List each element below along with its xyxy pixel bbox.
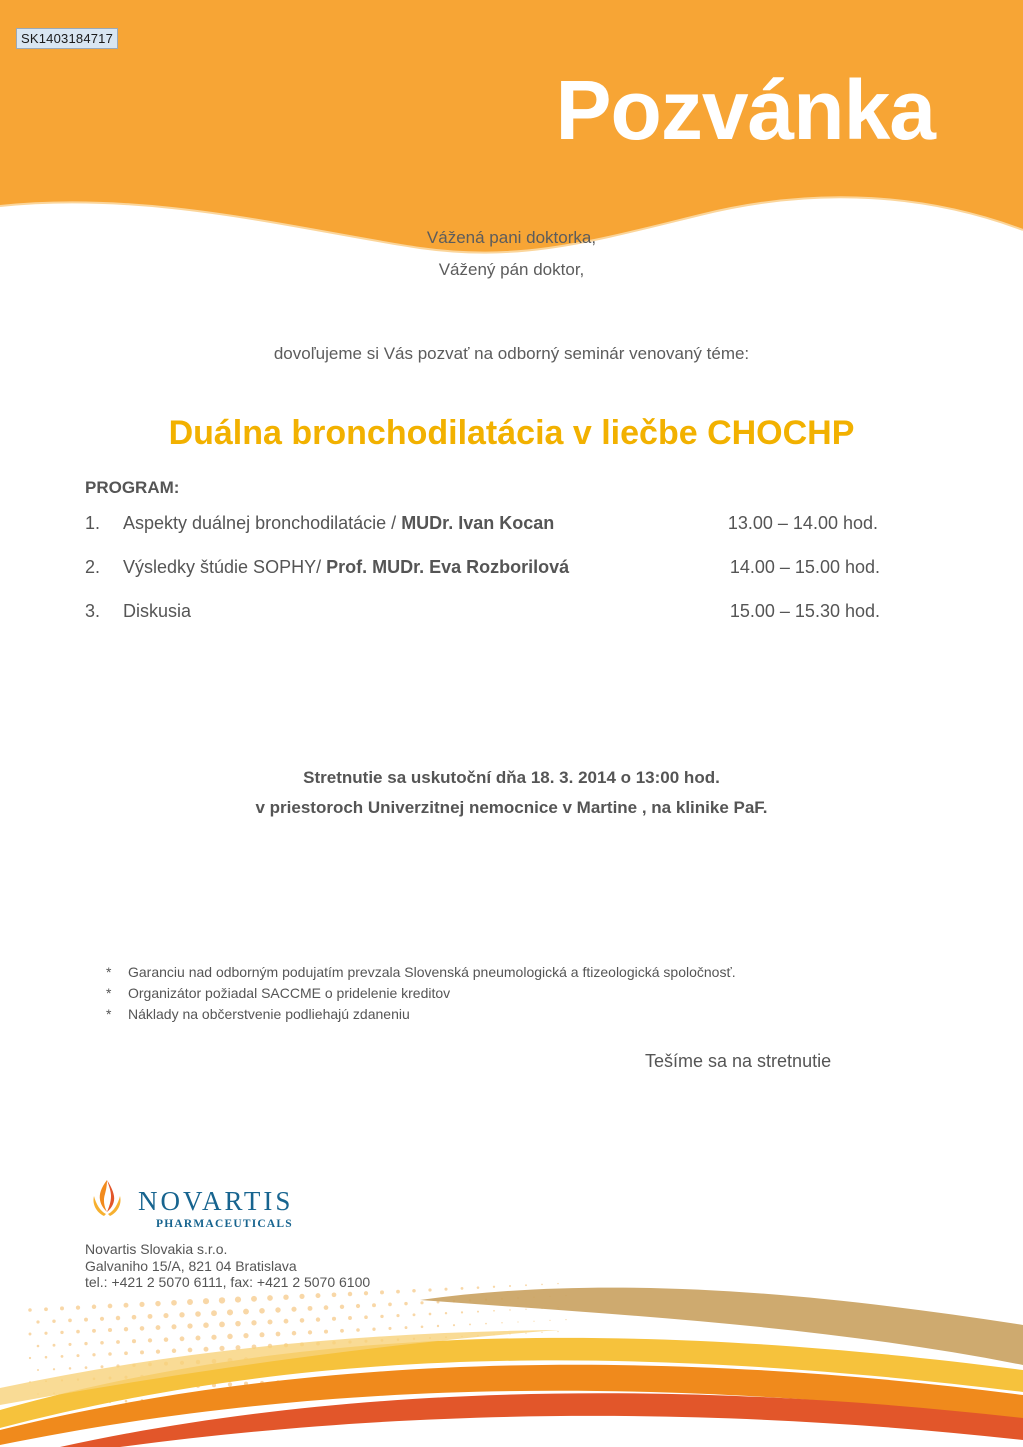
decor-dot	[204, 1347, 209, 1352]
decor-dot	[509, 1309, 510, 1310]
decor-dot	[37, 1345, 40, 1348]
decor-dot	[211, 1310, 217, 1316]
decor-dot	[405, 1326, 408, 1329]
decor-dot	[533, 1321, 534, 1322]
decor-dot	[219, 1346, 224, 1351]
decor-dot	[76, 1305, 80, 1309]
notes-list	[106, 962, 736, 1025]
meeting-place-line: v priestoroch Univerzitnej nemocnice v Martine , na klinike PaF.	[255, 798, 768, 817]
decor-dot	[61, 1355, 64, 1358]
salutation-line-2: Vážený pán doktor,	[438, 260, 585, 279]
decor-dot	[525, 1309, 526, 1310]
decor-dot	[37, 1369, 39, 1371]
note-item: * Náklady na občerstvenie podliehajú zdaneniu	[106, 1006, 410, 1022]
decor-dot	[276, 1332, 281, 1337]
decor-dot	[388, 1327, 391, 1330]
decor-dot	[203, 1298, 209, 1304]
decor-dot	[125, 1400, 128, 1403]
decor-dot	[195, 1311, 201, 1317]
decor-dot	[388, 1303, 392, 1307]
decor-dot	[267, 1319, 272, 1324]
decor-dot	[356, 1304, 360, 1308]
program-item-speaker: Prof. MUDr. Eva Rozborilová	[326, 557, 570, 577]
decor-dot	[195, 1335, 200, 1340]
decor-dot	[124, 1351, 128, 1355]
decor-dot	[332, 1292, 337, 1297]
decor-dot	[148, 1314, 153, 1319]
page-title: Pozvánka	[555, 63, 935, 157]
decor-dot	[156, 1325, 161, 1330]
program-item-time: 14.00 – 15.00 hod.	[729, 557, 880, 577]
decor-dot	[60, 1331, 63, 1334]
flame-logo-icon	[90, 1178, 124, 1218]
decor-dot	[227, 1334, 233, 1340]
decor-dot	[171, 1300, 177, 1306]
decor-dot	[108, 1304, 113, 1309]
decor-dot	[284, 1319, 289, 1324]
decor-dot	[348, 1292, 352, 1296]
decor-dot	[283, 1294, 288, 1299]
seminar-topic: Duálna bronchodilatácia v liečbe CHOCHP	[168, 414, 855, 452]
decor-dot	[348, 1316, 352, 1320]
decor-dot	[29, 1357, 31, 1359]
program-item-text: Diskusia	[123, 601, 192, 621]
decor-dot	[188, 1348, 193, 1353]
decor-dot	[28, 1308, 32, 1312]
decor-dot	[243, 1309, 249, 1315]
decor-dot	[84, 1342, 87, 1345]
decor-dot	[235, 1321, 241, 1327]
decor-dot	[380, 1315, 383, 1318]
decor-dot	[501, 1322, 502, 1323]
decor-dot	[461, 1287, 464, 1290]
decor-dot	[413, 1313, 416, 1316]
decor-dot	[525, 1284, 527, 1286]
decor-dot	[148, 1338, 152, 1342]
decor-dot	[299, 1294, 304, 1299]
program-item-time: 13.00 – 14.00 hod.	[727, 513, 878, 533]
intro-text: dovoľujeme si Vás pozvať na odborný seminár venovaný téme:	[273, 344, 750, 363]
footer-swoosh-decoration	[0, 1270, 1023, 1447]
decor-dot	[44, 1332, 47, 1335]
novartis-logo	[90, 1178, 300, 1234]
decor-dot	[412, 1289, 416, 1293]
decor-dot	[155, 1301, 160, 1306]
decor-dot	[316, 1317, 320, 1321]
decor-dot	[163, 1313, 168, 1318]
decor-dot	[92, 1305, 96, 1309]
decor-dot	[445, 1312, 447, 1314]
program-item-number: 2.	[85, 557, 101, 577]
decor-dot	[179, 1312, 184, 1317]
decor-dot	[340, 1305, 344, 1309]
decor-dot	[267, 1295, 273, 1301]
decor-dot	[45, 1356, 48, 1359]
decor-dot	[275, 1307, 280, 1312]
decor-dot	[372, 1303, 376, 1307]
decor-dot	[108, 1352, 112, 1356]
decor-dot	[180, 1336, 185, 1341]
decor-dot	[565, 1319, 566, 1320]
decor-dot	[493, 1310, 495, 1312]
decor-dot	[380, 1290, 384, 1294]
decor-dot	[364, 1315, 368, 1319]
decor-dot	[92, 1329, 96, 1333]
decor-dot	[477, 1311, 479, 1313]
decor-dot	[396, 1290, 400, 1294]
decor-dot	[461, 1311, 463, 1313]
decor-dot	[259, 1332, 264, 1337]
decor-dot	[485, 1323, 487, 1325]
note-item: * Organizátor požiadal SACCME o pridelenie kreditov	[106, 985, 451, 1001]
decor-dot	[124, 1303, 129, 1308]
decor-dot	[332, 1317, 336, 1321]
decor-dot	[132, 1315, 137, 1320]
program-item	[85, 513, 880, 539]
decor-dot	[124, 1327, 128, 1331]
program-item-number: 1.	[85, 513, 101, 533]
decor-dot	[372, 1328, 375, 1331]
decor-dot	[140, 1350, 144, 1354]
decor-dot	[69, 1367, 72, 1370]
decor-dot	[291, 1307, 296, 1312]
salutation-line-1: Vážená pani doktorka,	[426, 228, 597, 247]
decor-dot	[541, 1332, 542, 1333]
decor-dot	[308, 1306, 313, 1311]
decor-dot	[340, 1329, 344, 1333]
program-item	[85, 557, 880, 583]
program-item-speaker: MUDr. Ivan Kocan	[401, 513, 555, 533]
decor-dot	[493, 1286, 495, 1288]
decor-dot	[219, 1322, 225, 1328]
decor-dot	[517, 1321, 518, 1322]
company-address: Galvaniho 15/A, 821 04 Bratislava	[85, 1257, 297, 1274]
decor-dot	[68, 1343, 71, 1346]
decor-dot	[116, 1316, 120, 1320]
closing-text: Tešíme sa na stretnutie	[645, 1051, 832, 1071]
decor-dot	[171, 1324, 176, 1329]
decor-dot	[100, 1341, 104, 1345]
decor-dot	[444, 1288, 447, 1291]
decor-dot	[557, 1283, 558, 1284]
decor-dot	[164, 1337, 169, 1342]
decor-dot	[187, 1299, 193, 1305]
decor-dot	[469, 1323, 471, 1325]
decor-dot	[85, 1366, 88, 1369]
decor-dot	[259, 1308, 265, 1314]
decor-dot	[140, 1326, 145, 1331]
program-item-text: Výsledky štúdie SOPHY/ Prof. MUDr. Eva Rozborilová	[123, 557, 570, 577]
decor-dot	[84, 1318, 88, 1322]
decor-dot	[251, 1296, 257, 1302]
program-label: PROGRAM:	[85, 478, 180, 497]
decor-dot	[428, 1288, 431, 1291]
decor-dot	[509, 1285, 511, 1287]
decor-dot	[132, 1339, 136, 1343]
decor-dot	[100, 1317, 104, 1321]
decor-dot	[92, 1353, 95, 1356]
decor-dot	[227, 1309, 233, 1315]
decor-dot	[76, 1330, 80, 1334]
decor-dot	[324, 1330, 328, 1334]
decor-dot	[53, 1344, 56, 1347]
logo-subtitle: PHARMACEUTICALS	[156, 1218, 293, 1230]
decor-dot	[139, 1302, 144, 1307]
decor-dot	[44, 1307, 48, 1311]
company-contact: tel.: +421 2 5070 6111, fax: +421 2 5070 6100	[85, 1274, 371, 1290]
decor-dot	[364, 1291, 368, 1295]
decor-dot	[108, 1328, 112, 1332]
program-item	[85, 601, 880, 627]
decor-dot	[477, 1286, 480, 1289]
decor-dot	[156, 1349, 160, 1353]
decor-dot	[52, 1319, 55, 1322]
decor-dot	[316, 1293, 321, 1298]
logo-brand-name: NOVARTIS	[138, 1186, 294, 1216]
program-item-number: 3.	[85, 601, 101, 621]
decor-dot	[203, 1322, 209, 1328]
decor-dot	[228, 1382, 232, 1386]
decor-dot	[68, 1319, 72, 1323]
document-id-label: SK1403184717	[16, 28, 118, 49]
decor-dot	[308, 1330, 312, 1334]
decor-dot	[172, 1349, 176, 1353]
decor-dot	[101, 1365, 104, 1368]
decor-dot	[420, 1301, 423, 1304]
meeting-date-line: Stretnutie sa uskutoční dňa 18. 3. 2014 o 13:00 hod.	[303, 768, 720, 787]
decor-dot	[36, 1320, 39, 1323]
decor-dot	[549, 1320, 550, 1321]
decor-dot	[324, 1305, 329, 1310]
decor-dot	[356, 1328, 360, 1332]
program-item-time: 15.00 – 15.30 hod.	[729, 601, 880, 621]
program-item-text: Aspekty duálnej bronchodilatácie / MUDr. Ivan Kocan	[123, 513, 555, 533]
decor-dot	[60, 1306, 64, 1310]
decor-dot	[243, 1333, 248, 1338]
decor-dot	[396, 1314, 399, 1317]
company-name: Novartis Slovakia s.r.o.	[85, 1241, 228, 1257]
decor-dot	[251, 1320, 256, 1325]
decor-dot	[219, 1297, 225, 1303]
decor-dot	[300, 1318, 305, 1323]
decor-dot	[29, 1333, 32, 1336]
decor-dot	[404, 1302, 407, 1305]
decor-dot	[437, 1325, 439, 1327]
decor-dot	[429, 1313, 432, 1316]
decor-dot	[525, 1333, 526, 1334]
note-item: * Garanciu nad odborným podujatím prevzala Slovenská pneumologická a ftizeologická spoločnosť.	[106, 964, 736, 980]
decor-dot	[76, 1354, 79, 1357]
decor-dot	[292, 1331, 297, 1336]
decor-dot	[211, 1335, 216, 1340]
decor-dot	[53, 1368, 55, 1370]
decor-dot	[453, 1324, 455, 1326]
decor-dot	[116, 1340, 120, 1344]
decor-dot	[235, 1297, 241, 1303]
decor-dot	[541, 1284, 543, 1286]
decor-dot	[187, 1323, 192, 1328]
decor-dot	[557, 1331, 558, 1332]
decor-dot	[421, 1325, 424, 1328]
